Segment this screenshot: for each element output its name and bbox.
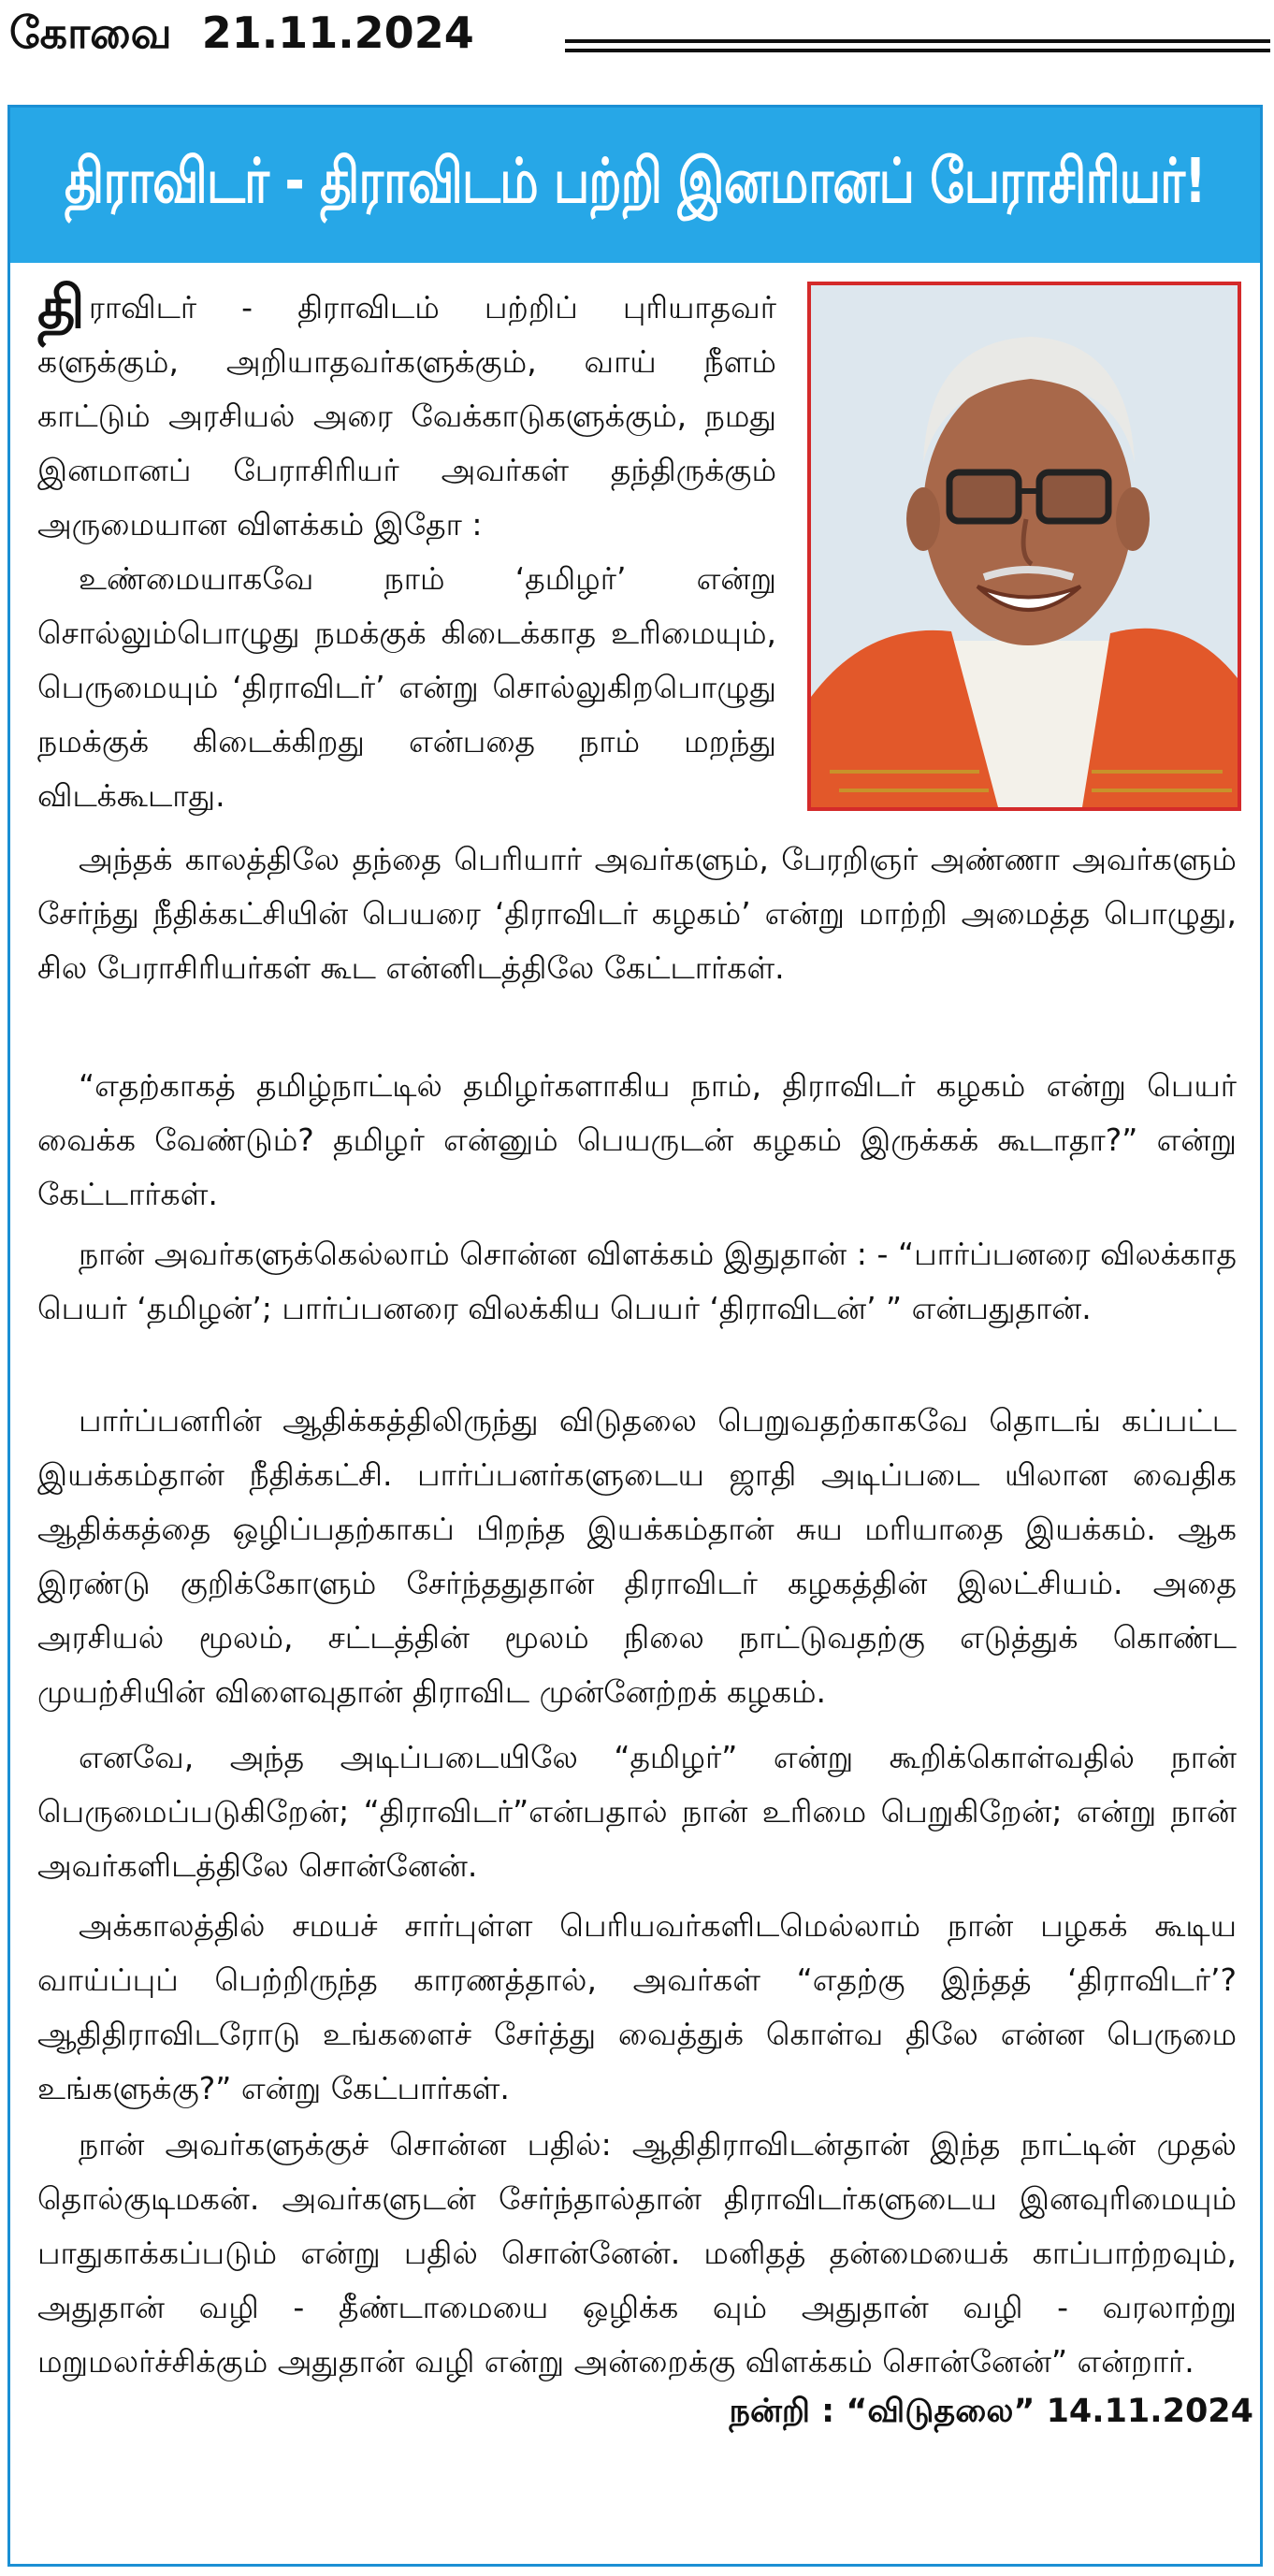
paragraph-7-text: அக்காலத்தில் சமயச் சார்புள்ள பெரியவர்களிடமெல்லாம் நான் பழகக் கூடிய வாய்ப்புப் பெற்றிருந்த காரணத்தால், அவர்கள் “எதற்கு இந்தத் ‘திராவிடர்’? ஆதிதிராவிடரோடு உங்களைச் சேர்த்து வைத்துக் கொள்வ திலே என்ன பெருமை உங்களுக்கு?” என்று கேட்பார்கள்.: [37, 1907, 1237, 2106]
headline-text: திராவிடர் - திராவிடம் பற்றி இனமானப் பேராசிரியர்!: [65, 145, 1206, 217]
article-paragraph-2: [37, 832, 1237, 995]
dropcap: தி: [37, 273, 85, 341]
article-paragraph-8: [37, 2118, 1237, 2389]
paragraph-8-text: நான் அவர்களுக்குச் சொன்ன பதில்: ஆதிதிராவிடன்தான் இந்த நாட்டின் முதல் தொல்குடிமகன். அவர்களுடன் சேர்ந்தால்தான் திராவிடர்களுடைய இனவுரிமையும் பாதுகாக்கப்படும் என்று பதில் சொன்னேன். மனிதத் தன்மையைக் காப்பாற்றவும், அதுதான் வழி - தீண்டாமையை ஒழிக்க வும் அதுதான் வழி - வரலாற்று மறுமலர்ச்சிக்கும் அதுதான் வழி என்று அன்றைக்கு விளக்கம் சொன்னேன்” என்றார்.: [37, 2126, 1237, 2380]
dateline: [4, 0, 1270, 84]
portrait-illustration: [811, 285, 1238, 807]
paragraph-3-text: “எதற்காகத் தமிழ்நாட்டில் தமிழர்களாகிய நாம், திராவிடர் கழகம் என்று பெயர் வைக்க வேண்டும்? தமிழர் என்னும் பெயருடன் கழகம் இருக்கக் கூடாதா?” என்று கேட்டார்கள்.: [37, 1067, 1237, 1212]
paragraph-1-text: உண்மையாகவே நாம் ‘தமிழர்’ என்று சொல்லும்பொழுது நமக்குக் கிடைக்காத உரிமையும், பெருமையும் ‘திராவிடர்’ என்று சொல்லுகிறபொழுது நமக்குக் கிடைக்கிறது என்பதை நாம் மறந்து விடக்கூடாது.: [37, 560, 776, 814]
article-paragraph-3: [37, 1059, 1237, 1222]
paragraph-6-text: எனவே, அந்த அடிப்படையிலே “தமிழர்” என்று கூறிக்கொள்வதில் நான் பெருமைப்படுகிறேன்; “திராவிடர்”என்பதால் நான் உரிமை பெறுகிறேன்; என்று நான் அவர்களிடத்திலே சொன்னேன்.: [37, 1739, 1237, 1884]
dateline-rule-top: [565, 39, 1270, 43]
article-intro: [37, 273, 776, 552]
article-paragraph-1: [37, 552, 776, 823]
dateline-text: கோவை 21.11.2024: [9, 7, 474, 58]
article-paragraph-5: [37, 1394, 1237, 1719]
portrait-photo: [807, 282, 1241, 811]
headline-banner: [10, 108, 1260, 263]
source-credit: நன்றி : “விடுதலை” 14.11.2024: [729, 2393, 1253, 2430]
paragraph-2-text: அந்தக் காலத்திலே தந்தை பெரியார் அவர்களும், பேரறிஞர் அண்ணா அவர்களும் சேர்ந்து நீதிக்கட்சியின் பெயரை ‘திராவிடர் கழகம்’ என்று மாற்றி அமைத்த பொழுது, சில பேராசிரியர்கள் கூட என்னிடத்திலே கேட்டார்கள்.: [37, 841, 1237, 986]
article-paragraph-7: [37, 1899, 1237, 2116]
dateline-rule-bottom: [565, 49, 1270, 52]
paragraph-4-text: நான் அவர்களுக்கெல்லாம் சொன்ன விளக்கம் இதுதான் : - “பார்ப்பனரை விலக்காத பெயர் ‘தமிழன்’; பார்ப்பனரை விலக்கிய பெயர் ‘திராவிடன்’ ” என்பதுதான்.: [37, 1236, 1237, 1326]
article-paragraph-4: [37, 1227, 1237, 1336]
article-paragraph-6: [37, 1730, 1237, 1893]
paragraph-5-text: பார்ப்பனரின் ஆதிக்கத்திலிருந்து விடுதலை பெறுவதற்காகவே தொடங் கப்பட்ட இயக்கம்தான் நீதிக்கட்சி. பார்ப்பனர்களுடைய ஜாதி அடிப்படை யிலான வைதிக ஆதிக்கத்தை ஒழிப்பதற்காகப் பிறந்த இயக்கம்தான் சுய மரியாதை இயக்கம். ஆக இரண்டு குறிக்கோளும் சேர்ந்ததுதான் திராவிடர் கழகத்தின் இலட்சியம். அதை அரசியல் மூலம், சட்டத்தின் மூலம் நிலை நாட்டுவதற்கு எடுத்துக் கொண்ட முயற்சியின் விளைவுதான் திராவிட முன்னேற்றக் கழகம்.: [37, 1402, 1237, 1710]
intro-text: ராவிடர் - திராவிடம் பற்றிப் புரியாதவர் களுக்கும், அறியாதவர்களுக்கும், வாய் நீளம் காட்டும் அரசியல் அரை வேக்காடுகளுக்கும், நமது இனமானப் பேராசிரியர் அவர்கள் தந்திருக்கும் அருமையான விளக்கம் இதோ :: [37, 289, 776, 543]
